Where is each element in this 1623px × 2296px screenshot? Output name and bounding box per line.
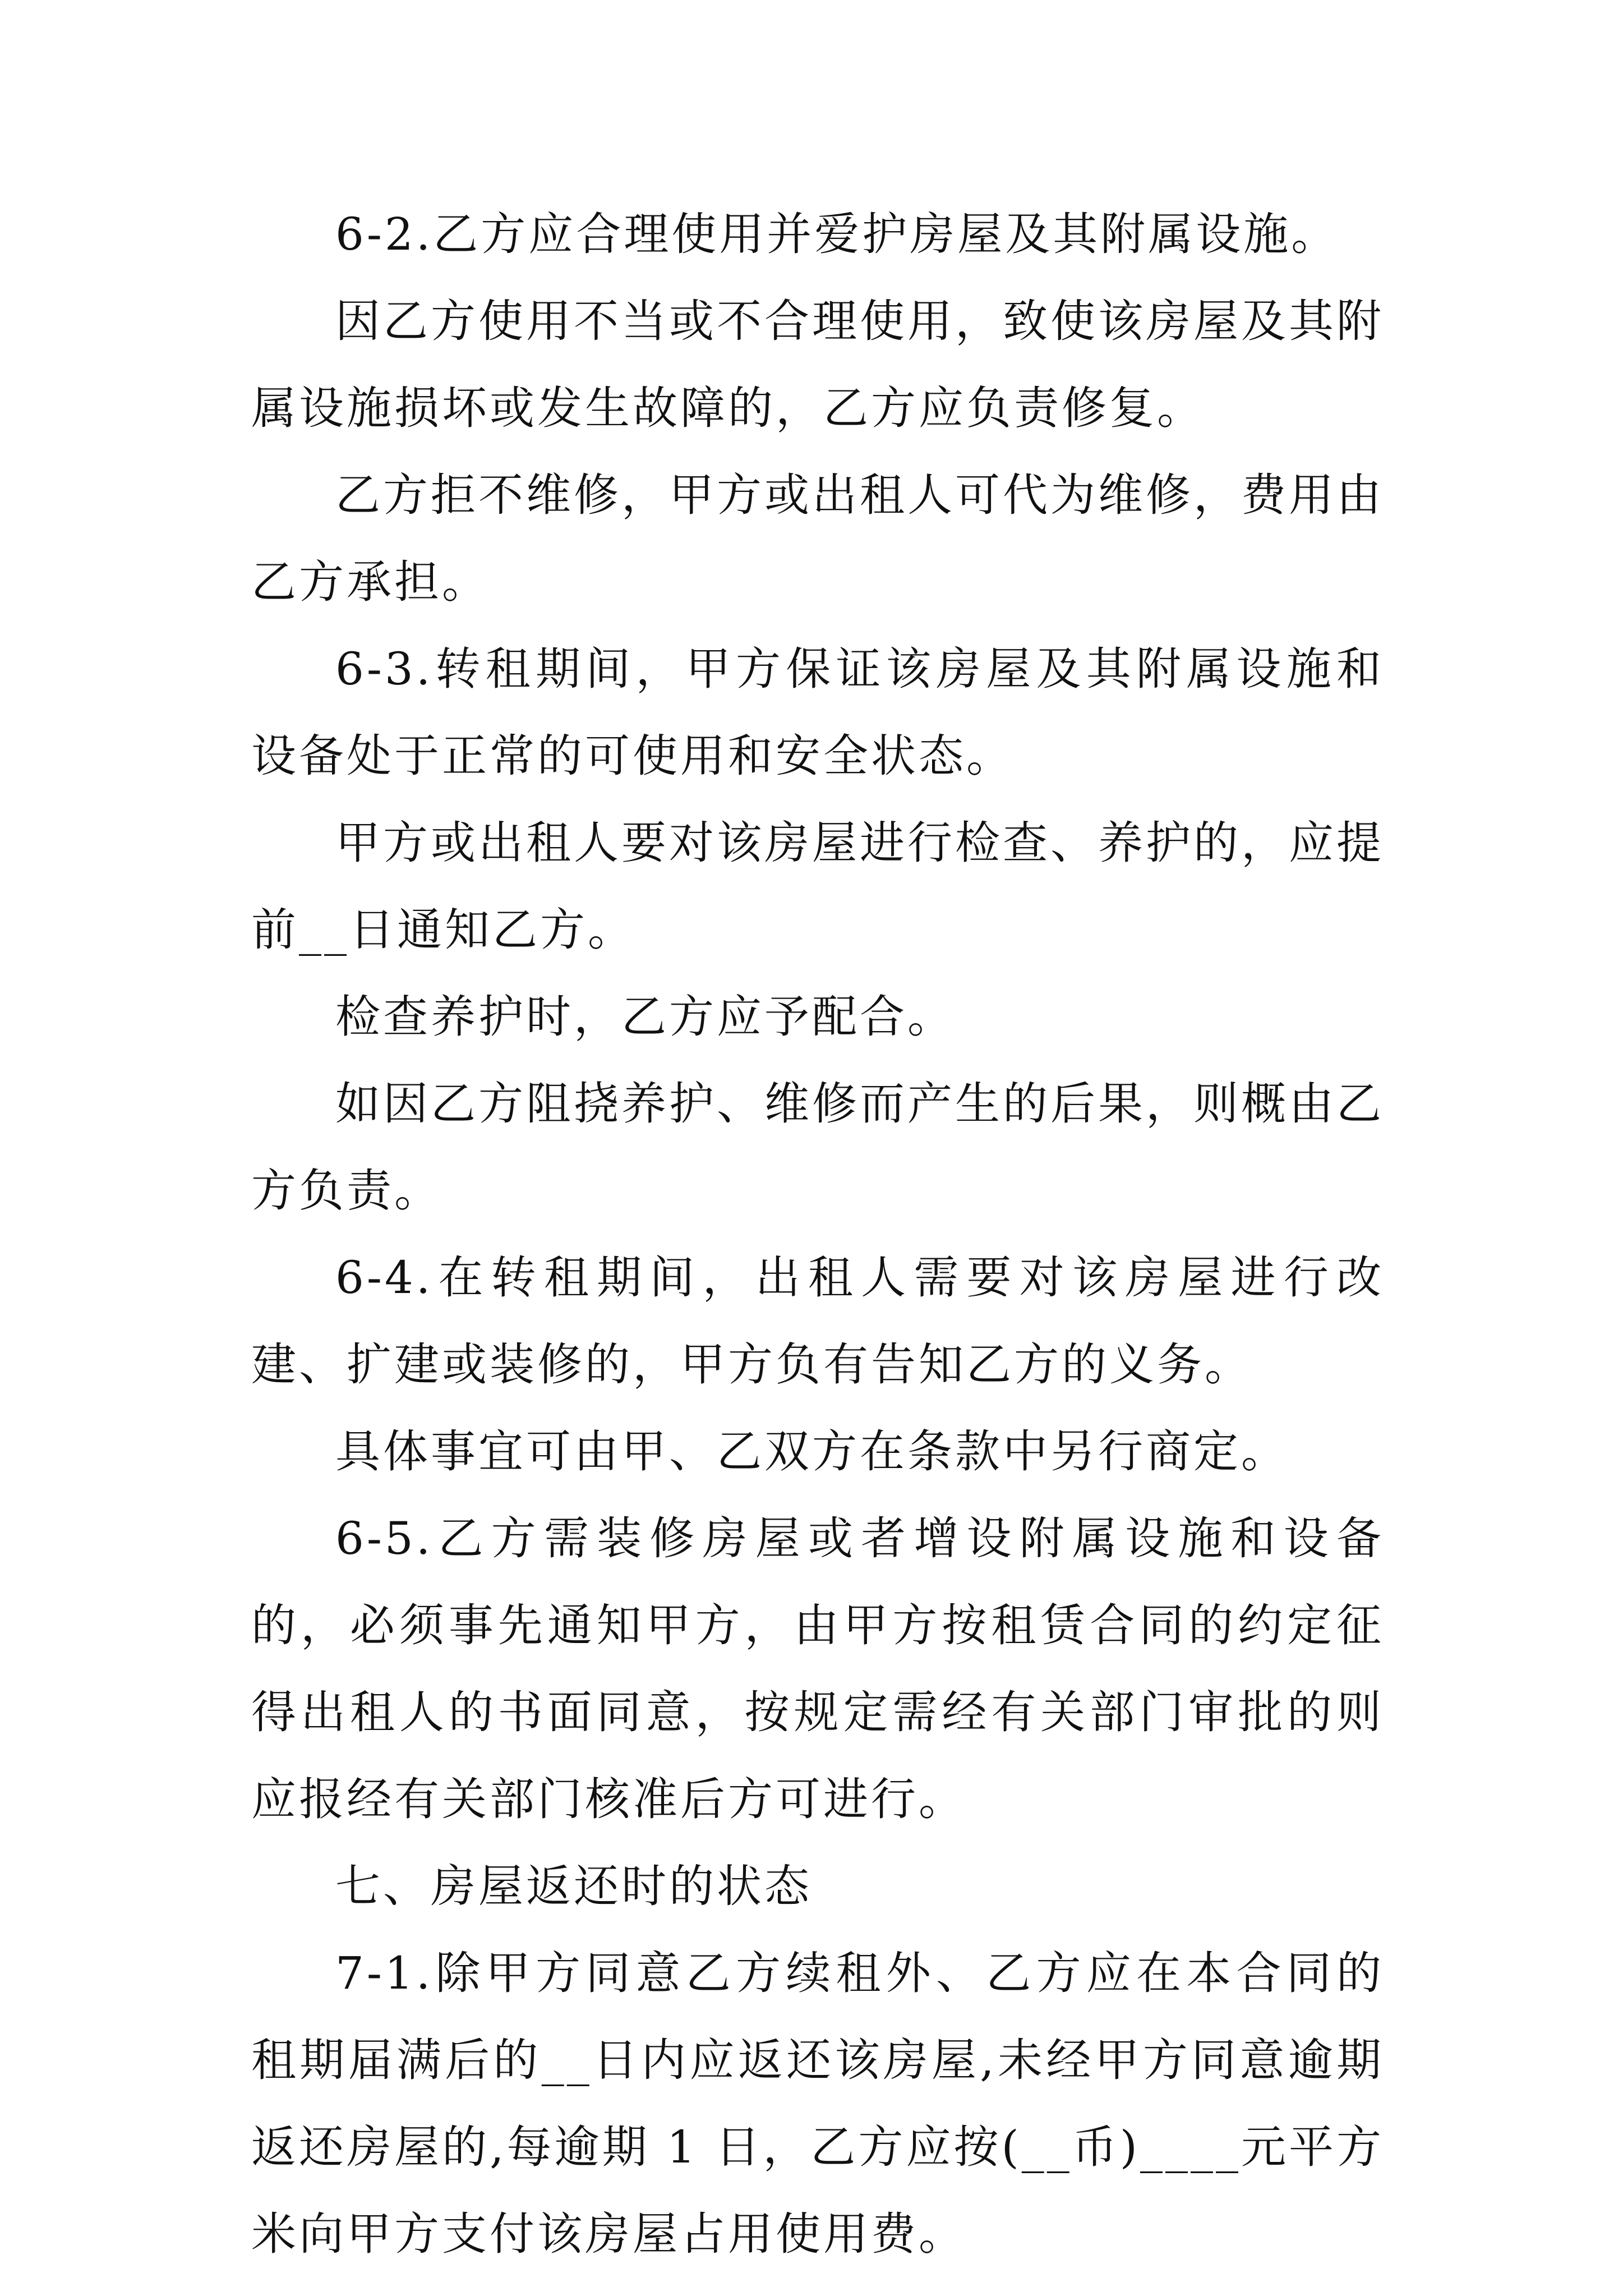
paragraph: 7-1.除甲方同意乙方续租外、乙方应在本合同的租期届满后的__日内应返还该房屋,未经甲方同意逾期返还房屋的,每逾期 1 日，乙方应按(__币)____元平方米向甲方支付该房屋占用使用费。	[251, 1947, 1384, 2260]
paragraph: 甲方或出租人要对该房屋进行检查、养护的，应提前__日通知乙方。	[251, 817, 1384, 956]
paragraph: 检查养护时，乙方应予配合。	[335, 991, 955, 1043]
paragraph: 6-5.乙方需装修房屋或者增设附属设施和设备的，必须事先通知甲方，由甲方按租赁合同的约定征得出租人的书面同意，按规定需经有关部门审批的则应报经有关部门核准后方可进行。	[251, 1512, 1384, 1825]
paragraph: 具体事宜可由甲、乙双方在条款中另行商定。	[335, 1425, 1289, 1478]
section-heading: 七、房屋返还时的状态	[335, 1860, 812, 1912]
paragraph: 6-3.转租期间，甲方保证该房屋及其附属设施和设备处于正常的可使用和安全状态。	[251, 643, 1384, 782]
paragraph: 乙方拒不维修，甲方或出租人可代为维修，费用由乙方承担。	[251, 469, 1384, 608]
paragraph: 6-2.乙方应合理使用并爱护房屋及其附属设施。	[335, 208, 1339, 260]
paragraph: 如因乙方阻挠养护、维修而产生的后果，则概由乙方负责。	[251, 1078, 1384, 1217]
paragraph: 因乙方使用不当或不合理使用，致使该房屋及其附属设施损坏或发生故障的，乙方应负责修复。	[251, 295, 1384, 434]
document-page	[251, 191, 1384, 2277]
paragraph: 6-4.在转租期间，出租人需要对该房屋进行改建、扩建或装修的，甲方负有告知乙方的义务。	[251, 1251, 1384, 1391]
